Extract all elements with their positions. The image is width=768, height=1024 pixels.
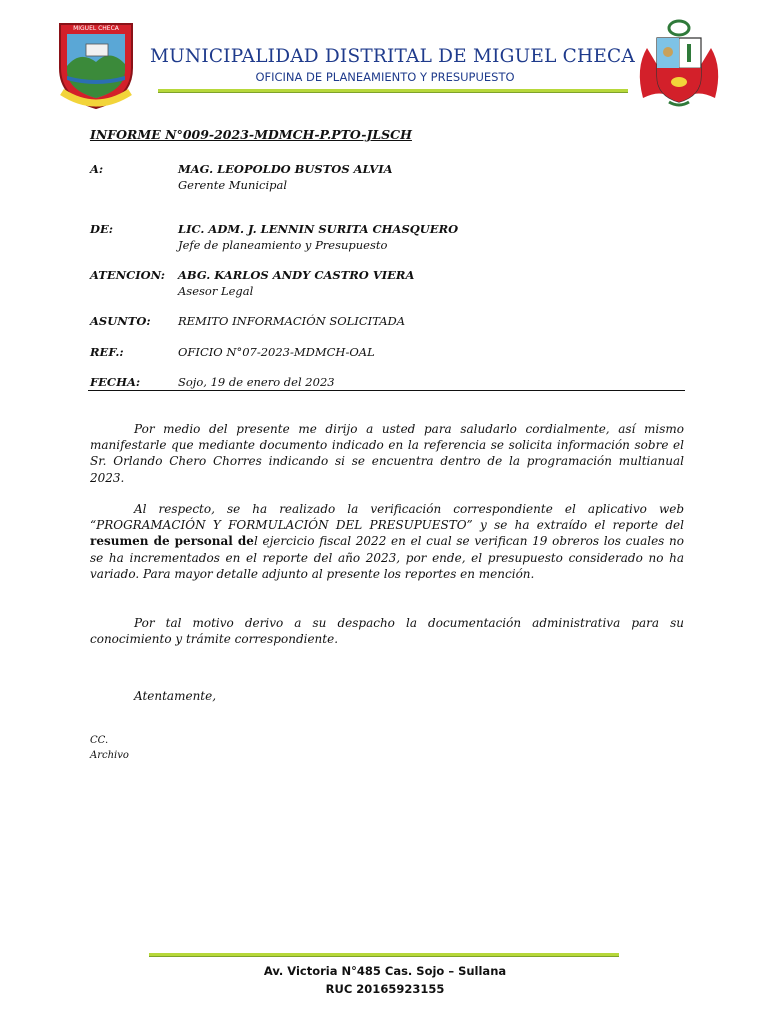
body-paragraph-2-bold: resumen de personal de: [90, 534, 254, 549]
attention-role: Asesor Legal: [178, 284, 254, 298]
date-value: Sojo, 19 de enero del 2023: [178, 375, 335, 389]
to-role: Gerente Municipal: [178, 178, 288, 192]
footer-divider: [149, 953, 619, 957]
from-role: Jefe de planeamiento y Presupuesto: [178, 238, 388, 252]
body-paragraph-1: Por medio del presente me dirijo a usted para saludarlo cordialmente, así mismo manifestarle que mediante documento indicado en la referencia se solicita información sobre el Sr. Orlando Chero Chorres indicando si se encuentra dentro de la programación multianual 2023.: [90, 422, 684, 485]
attention-label: ATENCION:: [90, 268, 166, 282]
meta-divider: [88, 390, 685, 391]
date-label: FECHA:: [90, 375, 141, 389]
attention-name: ABG. KARLOS ANDY CASTRO VIERA: [178, 268, 415, 282]
peru-coat-of-arms: [633, 18, 725, 110]
footer-address: Av. Victoria N°485 Cas. Sojo – Sullana: [263, 964, 507, 978]
closing-salutation: Atentamente,: [134, 689, 217, 703]
svg-text:MIGUEL CHECA: MIGUEL CHECA: [73, 25, 119, 32]
body-paragraph-2: [90, 501, 684, 582]
report-title: INFORME N°009-2023-MDMCH-P.PTO-JLSCH: [90, 127, 412, 142]
header-divider: [158, 89, 628, 93]
municipality-name: MUNICIPALIDAD DISTRITAL DE MIGUEL CHECA: [150, 46, 635, 67]
subject-value: REMITO INFORMACIÓN SOLICITADA: [178, 314, 406, 328]
from-label: DE:: [90, 222, 113, 236]
cc-value: Archivo: [90, 750, 129, 761]
body-paragraph-2-part-b: l ejercicio fiscal 2022 en el cual se verifican 19 obreros los cuales no se ha incrementados en el reporte del año 2023, por ende, el presupuesto considerado no ha variado. Para mayor detalle adjunto al presente los reportes en mención.: [90, 534, 684, 581]
office-name: OFICINA DE PLANEAMIENTO Y PRESUPUESTO: [255, 70, 515, 84]
footer-ruc: RUC 20165923155: [325, 982, 445, 996]
ref-value: OFICIO N°07-2023-MDMCH-OAL: [178, 345, 375, 359]
to-label: A:: [90, 162, 104, 176]
municipality-logo: [50, 18, 142, 110]
body-paragraph-2-part-a: Al respecto, se ha realizado la verificación correspondiente el aplicativo web “PROGRAMACIÓN Y FORMULACIÓN DEL PRESUPUESTO” y se ha extraído el reporte del: [90, 502, 684, 533]
subject-label: ASUNTO:: [90, 314, 151, 328]
from-name: LIC. ADM. J. LENNIN SURITA CHASQUERO: [178, 222, 459, 236]
body-paragraph-3: Por tal motivo derivo a su despacho la documentación administrativa para su conocimiento y trámite correspondiente.: [90, 616, 684, 647]
ref-label: REF.:: [90, 345, 124, 359]
cc-label: CC.: [90, 735, 109, 746]
to-name: MAG. LEOPOLDO BUSTOS ALVIA: [178, 162, 393, 176]
